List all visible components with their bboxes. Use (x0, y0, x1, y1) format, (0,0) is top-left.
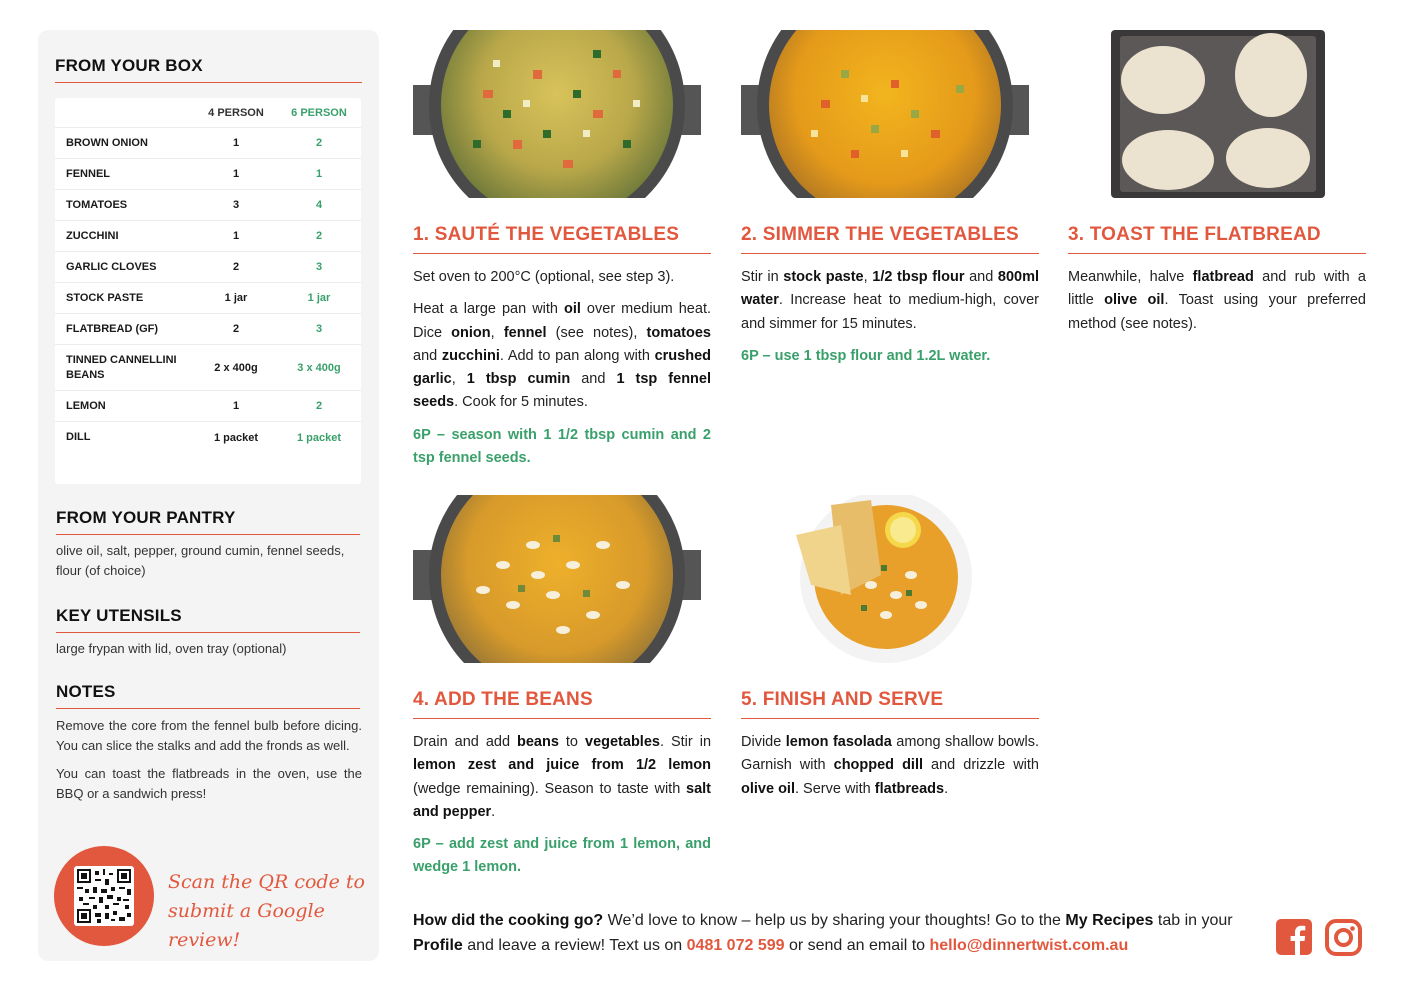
table-row: BROWN ONION 1 2 (55, 128, 361, 159)
note-2: You can toast the flatbreads in the oven, use the BBQ or a sandwich press! (56, 766, 362, 801)
note-1: Remove the core from the fennel bulb before dicing. You can slice the stalks and add the fronds as well. (56, 718, 362, 753)
table-row: GARLIC CLOVES 2 3 (55, 252, 361, 283)
step-3-photo (1068, 30, 1356, 198)
step-1 (413, 30, 711, 479)
from-your-pantry-title: FROM YOUR PANTRY (56, 508, 360, 535)
step-3 (1068, 30, 1366, 345)
notes-title: NOTES (56, 682, 360, 709)
table-row: FLATBREAD (GF) 2 3 (55, 314, 361, 345)
step-4 (413, 495, 711, 889)
step-1-body: Set oven to 200°C (optional, see step 3). Heat a large pan with oil over medium heat. Dice onion, fennel (see notes), tomatoes and zucchini. Add to pan along with crushed garlic, 1 tbsp cumin and 1 tsp fennel seeds. Cook for 5 minutes. 6P – season with 1 1/2 tbsp cumin and 2 tsp fennel seeds. (413, 266, 711, 470)
from-your-box-title: FROM YOUR BOX (55, 56, 362, 83)
step-4-body: Drain and add beans to vegetables. Stir in lemon zest and juice from 1/2 lemon (wedge remaining). Season to taste with salt and pepper. 6P – add zest and juice from 1 lemon, and wedge 1 lemon. (413, 731, 711, 880)
step-5 (741, 495, 1039, 810)
step-5-body: Divide lemon fasolada among shallow bowls. Garnish with chopped dill and drizzle with olive oil. Serve with flatbreads. (741, 734, 1039, 797)
step-3-title: 3. TOAST THE FLATBREAD (1068, 224, 1366, 254)
step-3-body: Meanwhile, halve flatbread and rub with a little olive oil. Toast using your preferred method (see notes). (1068, 269, 1366, 332)
pantry-list: olive oil, salt, pepper, ground cumin, fennel seeds, flour (of choice) (56, 543, 345, 578)
facebook-icon[interactable] (1276, 919, 1312, 955)
qr-code-icon[interactable] (74, 866, 134, 926)
table-row: LEMON 1 2 (55, 391, 361, 422)
qr-badge (54, 846, 154, 946)
ingredients-table (55, 98, 361, 484)
table-header (55, 98, 361, 128)
table-row: STOCK PASTE 1 jar 1 jar (55, 283, 361, 314)
instagram-icon[interactable] (1325, 919, 1362, 956)
step-2-title: 2. SIMMER THE VEGETABLES (741, 224, 1039, 254)
step-2-body: Stir in stock paste, 1/2 tbsp flour and 800ml water. Increase heat to medium-high, cover and simmer for 15 minutes. 6P – use 1 tbsp flour and 1.2L water. (741, 266, 1039, 368)
ingredients-panel (38, 30, 379, 961)
utensils-list: large frypan with lid, oven tray (optional) (56, 641, 287, 656)
key-utensils-title: KEY UTENSILS (56, 606, 360, 633)
step-1-photo (413, 30, 701, 198)
table-row: TOMATOES 3 4 (55, 190, 361, 221)
step-5-title: 5. FINISH AND SERVE (741, 689, 1039, 719)
col-6-person: 6 PERSON (291, 106, 347, 119)
notes-body (56, 716, 362, 812)
step-2 (741, 30, 1039, 377)
table-row: DILL 1 packet 1 packet (66, 431, 342, 444)
step-2-6p-note: 6P – use 1 tbsp flour and 1.2L water. (741, 347, 991, 364)
phone-link[interactable]: 0481 072 599 (686, 937, 785, 954)
step-5-photo (741, 495, 1029, 663)
step-1-6p-note: 6P – season with 1 1/2 tbsp cumin and 2 tsp fennel seeds. (413, 426, 711, 467)
step-4-6p-note: 6P – add zest and juice from 1 lemon, and wedge 1 lemon. (413, 836, 711, 876)
review-footer: How did the cooking go? We’d love to know – help us by sharing your thoughts! Go to the My Recipes tab in your Profile and leave a review! Text us on 0481 072 599 or send an email to hello@dinnertwist.com.au (413, 912, 1233, 954)
table-row: FENNEL 1 1 (55, 159, 361, 190)
step-2-photo (741, 30, 1029, 198)
qr-review-prompt: Scan the QR code to submit a Google review! (168, 871, 365, 951)
step-4-title: 4. ADD THE BEANS (413, 689, 711, 719)
col-4-person: 4 PERSON (208, 106, 264, 119)
email-link[interactable]: hello@dinnertwist.com.au (929, 937, 1129, 954)
table-row: ZUCCHINI 1 2 (55, 221, 361, 252)
table-row: TINNED CANNELLINI BEANS 2 x 400g 3 x 400g (55, 345, 361, 391)
step-4-photo (413, 495, 701, 663)
step-1-title: 1. SAUTÉ THE VEGETABLES (413, 224, 711, 254)
